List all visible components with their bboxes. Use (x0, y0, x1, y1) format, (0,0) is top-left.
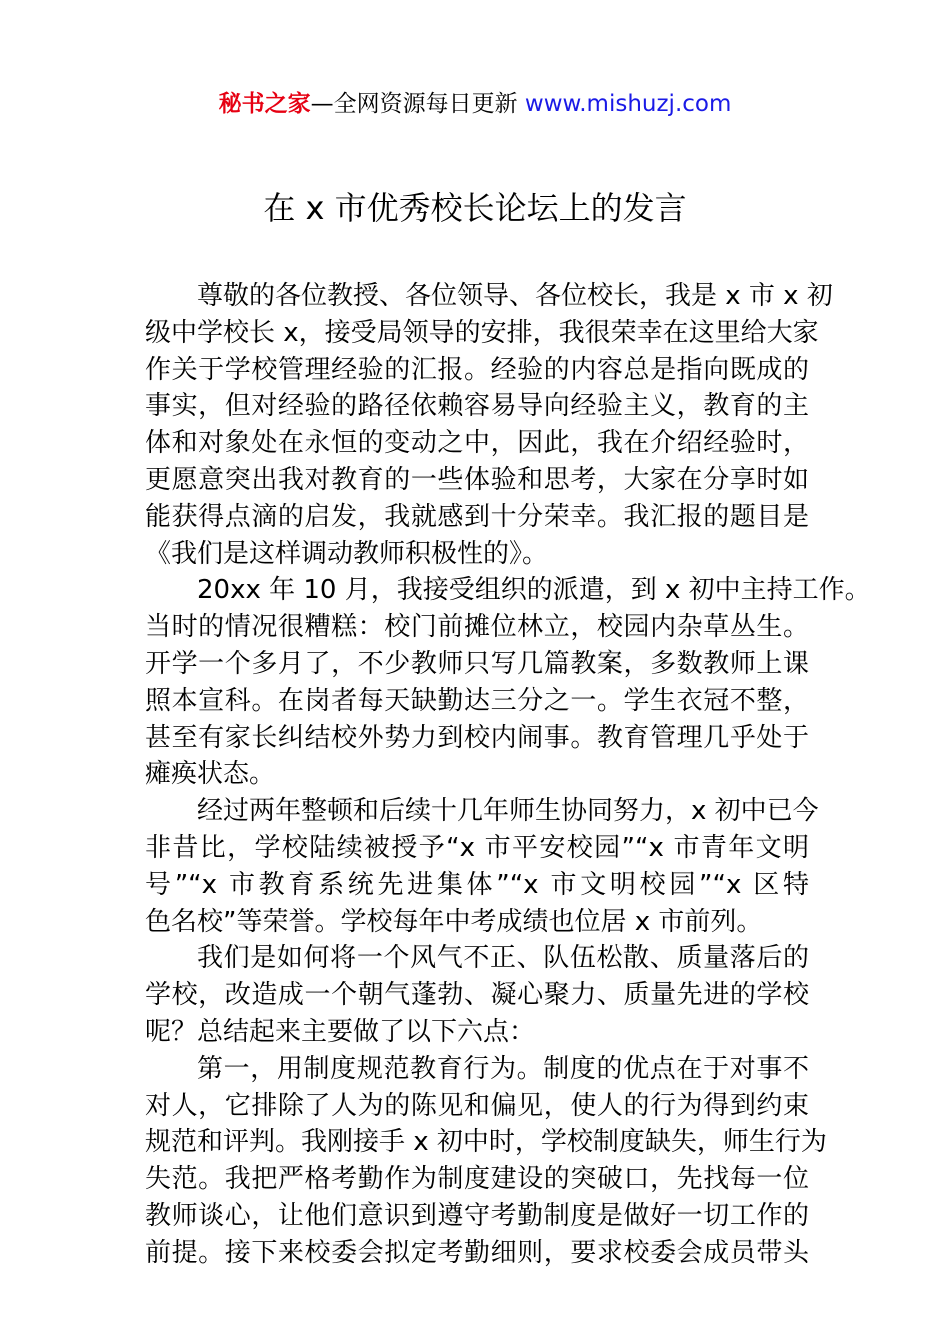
text-line: 体和对象处在永恒的变动之中，因此，我在介绍经验时， (145, 428, 809, 459)
document-title: 在 x 市优秀校长论坛上的发言 (263, 189, 687, 227)
text-line: 20xx 年 10 月，我接受组织的派遣，到 x 初中主持工作。 (197, 575, 871, 606)
text-line: 瘫痪状态。 (145, 759, 276, 790)
text-line: 甚至有家长纠结校外势力到校内闹事。教育管理几乎处于 (145, 722, 809, 753)
text-line: 非昔比，学校陆续被授予“x 市平安校园”“x 市青年文明 (145, 832, 809, 863)
document-body (145, 278, 871, 1272)
text-line: 级中学校长 x，接受局领导的安排，我很荣幸在这里给大家 (145, 317, 819, 348)
site-tagline: —全网资源每日更新 (310, 91, 525, 117)
paragraph (145, 793, 819, 940)
paragraph (145, 1051, 827, 1272)
paragraph (145, 572, 871, 793)
text-line: 规范和评判。我刚接手 x 初中时，学校制度缺失，师生行为 (145, 1127, 827, 1158)
text-line: 第一，用制度规范教育行为。制度的优点在于对事不 (197, 1053, 809, 1084)
text-line: 对人，它排除了人为的陈见和偏见，使人的行为得到约束 (145, 1090, 809, 1121)
text-line: 事实，但对经验的路径依赖容易导向经验主义，教育的主 (145, 391, 809, 422)
text-line: 照本宣科。在岗者每天缺勤达三分之一。学生衣冠不整， (145, 685, 809, 716)
text-line: 呢？总结起来主要做了以下六点： (145, 1016, 536, 1047)
text-line: 教师谈心，让他们意识到遵守考勤制度是做好一切工作的 (145, 1200, 809, 1231)
text-line: 经过两年整顿和后续十几年师生协同努力，x 初中已今 (197, 796, 819, 827)
text-line: 《我们是这样调动教师积极性的》。 (145, 538, 549, 569)
text-line: 失范。我把严格考勤作为制度建设的突破口，先找每一位 (145, 1164, 809, 1195)
text-line: 作关于学校管理经验的汇报。经验的内容总是指向既成的 (145, 354, 809, 385)
text-line: 能获得点滴的启发，我就感到十分荣幸。我汇报的题目是 (145, 501, 809, 532)
text-line: 我们是如何将一个风气不正、队伍松散、质量落后的 (197, 943, 809, 974)
site-header (0, 88, 950, 120)
paragraph (145, 940, 809, 1050)
text-line: 色名校”等荣誉。学校每年中考成绩也位居 x 市前列。 (145, 906, 763, 937)
text-line: 尊敬的各位教授、各位领导、各位校长，我是 x 市 x 初 (197, 281, 833, 311)
text-line: 更愿意突出我对教育的一些体验和思考，大家在分享时如 (145, 464, 809, 495)
text-line: 开学一个多月了，不少教师只写几篇教案，多数教师上课 (145, 648, 809, 679)
text-line: 学校，改造成一个朝气蓬勃、凝心聚力、质量先进的学校 (145, 980, 809, 1011)
text-line: 当时的情况很糟糕：校门前摊位林立，校园内杂草丛生。 (145, 612, 809, 643)
text-line: 号”“x 市教育系统先进集体”“x 市文明校园”“x 区特 (145, 869, 809, 900)
paragraph (145, 278, 833, 572)
text-line: 前提。接下来校委会拟定考勤细则，要求校委会成员带头 (145, 1237, 809, 1268)
site-url[interactable]: www.mishuzj.com (524, 91, 732, 117)
site-brand: 秘书之家 (218, 91, 311, 117)
